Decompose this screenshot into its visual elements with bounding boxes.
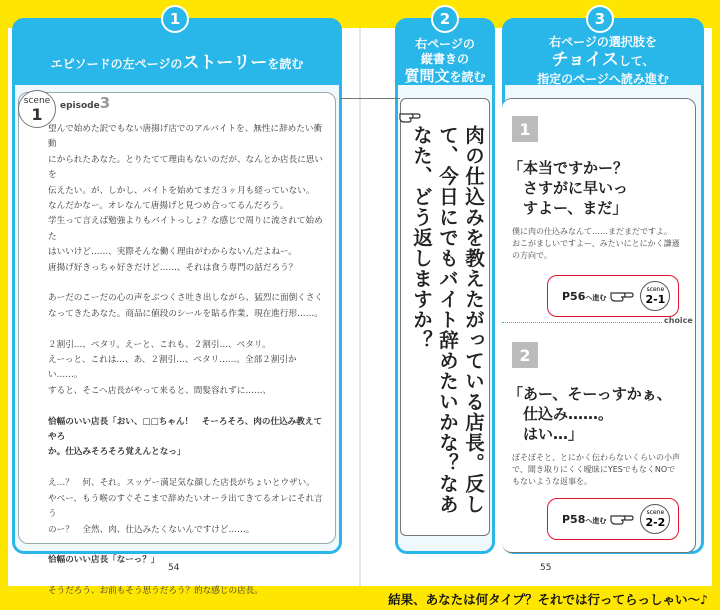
- choice-1-goto-suffix: へ進む: [585, 293, 607, 302]
- story-paragraph: ２割引…、ペタリ。えーと、これも、２割引…、ペタリ。 えーっと、これは…、あ、２割引…、ペタリ……。全部２割引かい……。 すると、そこへ店長がやって来ると、間髪容れずに……、: [48, 339, 297, 396]
- choice-1-title: 「本当ですかー？ さすがに早いっ すよー、まだ」: [508, 159, 629, 217]
- choice-1-scene-badge: [640, 281, 670, 311]
- story-paragraph: え…？ 何、それ。スッゲー満足気な顔した店長がちょいとウザい。 やべー、もう喉のすぐそこまで辞めたいオーラ出てきてるオレにそれ言う のー？ 全然、肉、仕込みたくないんですけど……。: [48, 478, 323, 535]
- choice-2-scene-label: scene: [646, 509, 665, 516]
- choice-divider: [502, 322, 662, 323]
- scene-number: 1: [31, 105, 43, 124]
- choice-2-goto-suffix: へ進む: [585, 516, 607, 525]
- choice-1-scene-label: scene: [646, 286, 665, 293]
- step-3-text-a: 右ページの選択肢を: [549, 35, 657, 50]
- episode-number: 3: [99, 94, 111, 112]
- pointing-hand-icon: [399, 109, 421, 123]
- question-text: 肉の仕込みを教えたがっている店長。反して、今日にでもバイト辞めたいかな？なあなた、どう返しますか？: [410, 125, 485, 515]
- pointing-hand-icon: [610, 512, 634, 526]
- right-page-number: 55: [540, 563, 552, 573]
- story-paragraph: そうだろう、お前もそう思うだろう？的な感じの店長。: [48, 586, 263, 597]
- step-3-number: 3: [586, 5, 614, 33]
- choice-1-goto-label: [562, 290, 606, 303]
- step-2-highlight: 質問文: [404, 66, 450, 85]
- choice-1-goto-button[interactable]: [547, 275, 679, 317]
- story-paragraph: あーだのこーだの心の声をぶつくさ吐き出しながら、猛烈に面倒くさく なってきたあなた。商品に値段のシールを貼る作業、現在進行形……。: [48, 293, 324, 319]
- step-1-text-a: エピソードの左ページの: [50, 56, 183, 71]
- episode-label: [60, 94, 110, 112]
- step-2-text-c: を読む: [449, 69, 486, 84]
- choice-1-scene-number: 2-1: [645, 293, 666, 306]
- scene-label: scene: [23, 96, 51, 106]
- choice-2-title: 「あー、そーっすかぁ、 仕込み……。 はい…」: [508, 385, 672, 443]
- left-page-number: 54: [168, 563, 180, 573]
- story-dialogue: 恰幅のいい店長「なーっ？」: [48, 555, 160, 566]
- step-1-highlight: ストーリー: [182, 52, 268, 73]
- step-2-text-a: 右ページの: [415, 36, 475, 51]
- step-3-highlight: チョイス: [551, 50, 619, 71]
- choice-2-scene-badge: [640, 504, 670, 534]
- choice-1-description: 僕に肉の仕込みなんて……まだまだですよ。 おこがましいですよー、みたいにとにかく謙遜 の方向で。: [512, 227, 680, 260]
- header-rule: [340, 98, 400, 99]
- left-yellow-band: [0, 0, 8, 610]
- choice-2-description: ぼそぼそと、とにかく伝わらないくらいの小声 で、聞き取りにくく曖昧にYESでもなくNOで もないような返事を。: [512, 453, 680, 486]
- story-paragraph: 望んで始めた訳でもない唐揚げ店でのアルバイトを、無性に辞めたい衝動 にかられたあなた。とりたてて理由もないのだが、なんとか店長に思いを 伝えたい。が、しかし、バイトを始めてまだ３ヶ月も経っていない。 なんだかなー。オレなんて唐揚げと見つめ合ってるんだろう。 学生って言えば勉強よりもバイトっしょ？な感じで周りに流されて始めた はいいけど……、実際そんな働く理由がわからないんだよねー。 唐揚げ好きっちゃ好きだけど……、それは食う専門の話だろう？: [48, 124, 324, 273]
- step-2-text-b: 縦書きの: [420, 51, 469, 66]
- choice-2-number: 2: [512, 342, 538, 368]
- step-2-number: 2: [431, 5, 459, 33]
- choice-1-number: 1: [512, 116, 538, 142]
- footer-caption: 結果、あなたは何タイプ？それでは行ってらっしゃい〜♪: [388, 592, 708, 607]
- choice-2-scene-number: 2-2: [645, 516, 666, 529]
- choice-2-goto-page: P58: [562, 512, 586, 526]
- step-3-text-c: 指定のページへ読み進む: [537, 71, 669, 86]
- choice-2-goto-button[interactable]: [547, 498, 679, 540]
- story-dialogue: 恰幅のいい店長「おい、□□ちゃん！ そーろそろ、肉の仕込み教えてやろ か。仕込みそろそろ覚えんとなっ」: [48, 416, 323, 458]
- step-1-text-b: を読む: [267, 56, 304, 71]
- episode-text: episode: [60, 101, 100, 111]
- book-gutter: [359, 28, 361, 586]
- story-text: [48, 122, 330, 610]
- pointing-hand-icon: [610, 289, 634, 303]
- step-1-number: 1: [161, 5, 189, 33]
- step-3-text-b: して、: [618, 54, 655, 69]
- choice-1-goto-page: P56: [562, 289, 586, 303]
- choice-2-goto-label: [562, 513, 606, 526]
- choice-label: choice: [664, 316, 693, 325]
- right-yellow-band: [712, 0, 720, 610]
